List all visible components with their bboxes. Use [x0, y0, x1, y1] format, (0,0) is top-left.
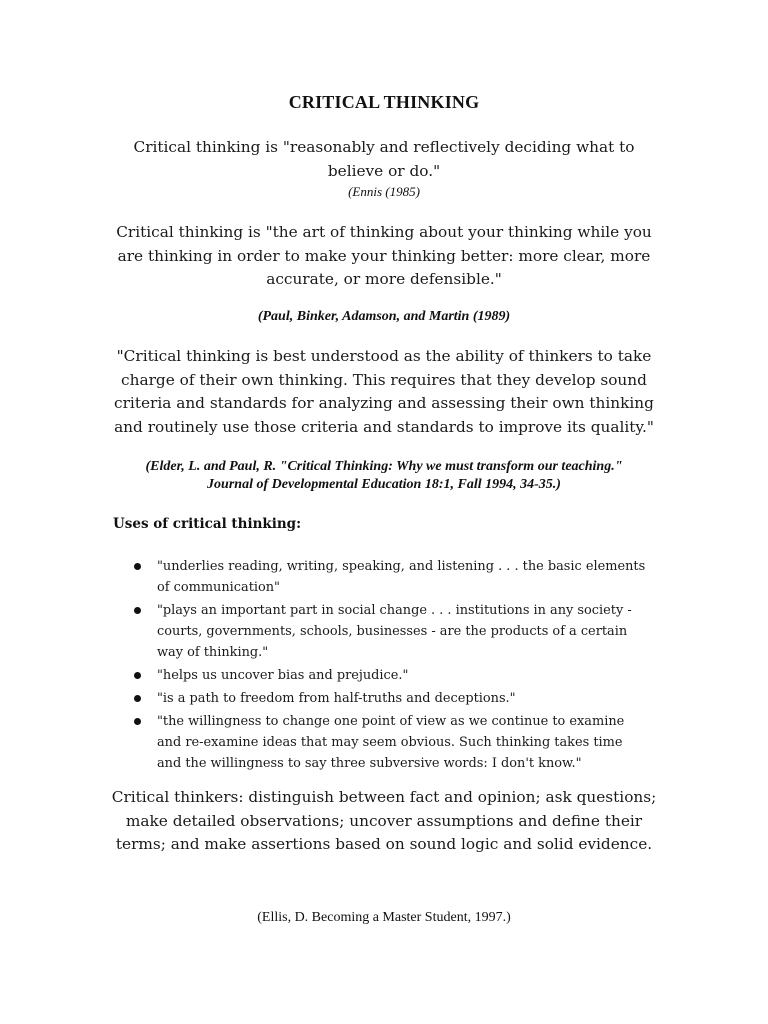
- list-item: [130, 688, 730, 709]
- list-item-line: "helps us uncover bias and prejudice.": [157, 668, 409, 683]
- quote-line: charge of their own thinking. This requires that they develop sound: [121, 370, 647, 389]
- page-title: CRITICAL THINKING: [288, 92, 480, 112]
- quote-line: Critical thinking is "the art of thinking about your thinking while you: [116, 223, 652, 241]
- quote-line: believe or do.": [327, 161, 441, 180]
- quote-line: Critical thinking is "reasonably and reflectively deciding what to: [133, 138, 635, 156]
- list-item: [130, 600, 730, 663]
- list-item-line: courts, governments, schools, businesses - are the products of a certain: [157, 624, 628, 639]
- list-item-line: and the willingness to say three subversive words: I don't know.": [157, 756, 582, 771]
- quote-elder: [0, 345, 768, 439]
- list-item-line: of communication": [157, 580, 280, 595]
- list-item-line: "is a path to freedom from half-truths and deceptions.": [157, 691, 516, 706]
- quote-line: are thinking in order to make your thinking better: more clear, more: [117, 246, 651, 265]
- list-item: [130, 665, 730, 686]
- bullet-icon: [134, 672, 141, 679]
- citation-line: (Elder, L. and Paul, R. "Critical Thinking: Why we must transform our teaching.": [145, 459, 623, 474]
- bullet-icon: [134, 607, 141, 614]
- closing-paragraph: [0, 786, 768, 857]
- bullet-icon: [134, 695, 141, 702]
- list-item-line: "the willingness to change one point of view as we continue to examine: [157, 714, 625, 729]
- citation-ennis: (Ennis (1985): [348, 184, 420, 199]
- list-item-line: way of thinking.": [157, 645, 269, 660]
- list-item: [130, 711, 730, 774]
- bullet-icon: [134, 718, 141, 725]
- quote-line: "Critical thinking is best understood as the ability of thinkers to take: [116, 347, 652, 365]
- uses-heading: Uses of critical thinking:: [113, 516, 302, 532]
- closing-line: make detailed observations; uncover assumptions and define their: [125, 811, 643, 830]
- list-item-line: "plays an important part in social change . . . institutions in any society -: [157, 603, 632, 618]
- quote-line: criteria and standards for analyzing and assessing their own thinking: [114, 394, 654, 412]
- bullet-icon: [134, 563, 141, 570]
- list-item-line: "underlies reading, writing, speaking, and listening . . . the basic elements: [157, 559, 646, 574]
- list-item: [130, 556, 730, 598]
- uses-list: [130, 556, 730, 776]
- citation-elder: [0, 458, 768, 494]
- quote-line: accurate, or more defensible.": [266, 270, 502, 288]
- closing-line: Critical thinkers: distinguish between fact and opinion; ask questions;: [111, 788, 657, 806]
- list-item-line: and re-examine ideas that may seem obvious. Such thinking takes time: [157, 735, 623, 750]
- quote-paul: [0, 221, 768, 292]
- quote-ennis: [0, 136, 768, 183]
- quote-line: and routinely use those criteria and standards to improve its quality.": [114, 417, 654, 436]
- citation-paul: (Paul, Binker, Adamson, and Martin (1989): [257, 309, 511, 324]
- citation-line: Journal of Developmental Education 18:1, Fall 1994, 34-35.): [207, 477, 561, 492]
- citation-ellis: (Ellis, D. Becoming a Master Student, 1997.): [257, 910, 511, 925]
- closing-line: terms; and make assertions based on sound logic and solid evidence.: [115, 835, 653, 853]
